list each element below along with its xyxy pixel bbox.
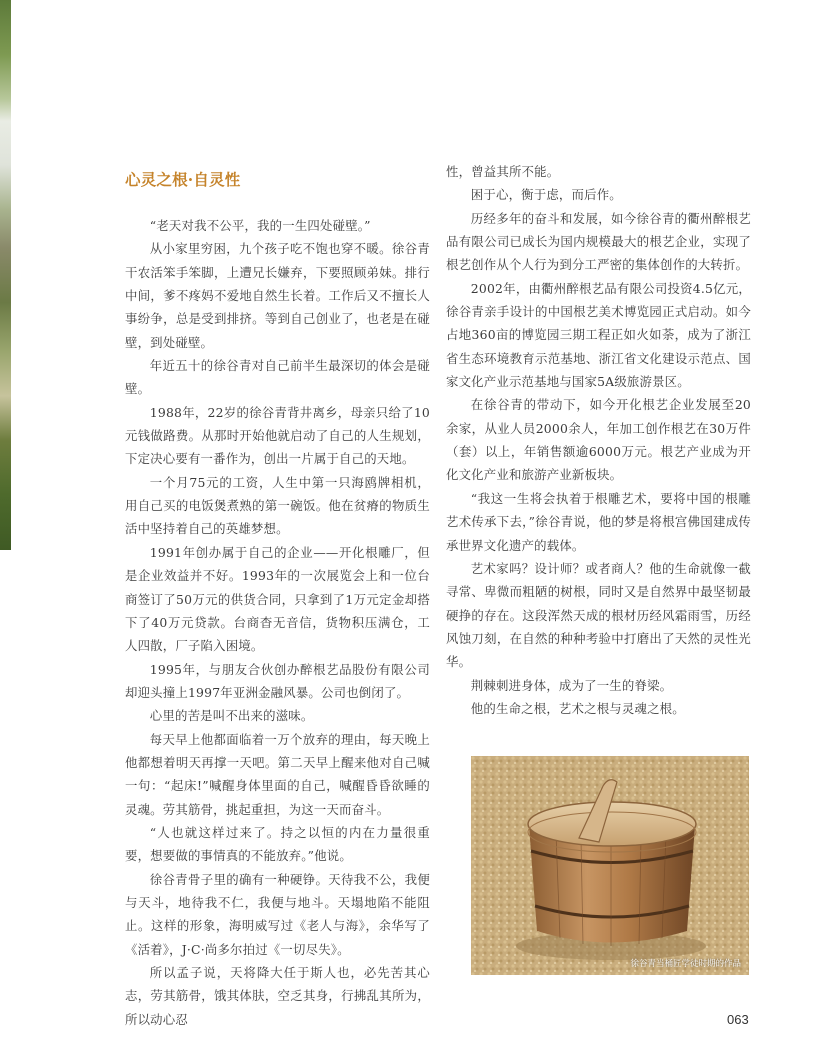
- right-column: [446, 160, 751, 720]
- paragraph: 一个月75元的工资，人生中第一只海鸥牌相机，用自己买的电饭煲煮熟的第一碗饭。他在贫瘠的物质生活中坚持着自己的英雄梦想。: [125, 474, 430, 537]
- paragraph: 从小家里穷困，九个孩子吃不饱也穿不暖。徐谷青干农活笨手笨脚，上遭兄长嫌弃，下要照顾弟妹。排行中间，爹不疼妈不爱地自然生长着。工作后又不擅长人事纷争，总是受到排挤。等到自己创业了，也老是在碰壁，到处碰壁。: [125, 241, 430, 350]
- paragraph: “老天对我不公平，我的一生四处碰壁。”: [149, 218, 371, 233]
- paragraph: 所以孟子说，天将降大任于斯人也，必先苦其心志，劳其筋骨，饿其体肤，空乏其身，行拂乱其所为，所以动心忍: [125, 965, 430, 1027]
- paragraph: 在徐谷青的带动下，如今开化根艺企业发展至20余家，从业人员2000余人，年加工创作根艺在30万件（套）以上，年销售额逾6000万元。根艺产业成为开化文化产业和旅游产业新板块。: [446, 397, 751, 483]
- paragraph: “人也就这样过来了。持之以恒的内在力量很重要，想要做的事情真的不能放弃。”他说。: [125, 824, 430, 864]
- paragraph: 2002年，由衢州醉根艺品有限公司投资4.5亿元，徐谷青亲手设计的中国根艺美术博览园正式启动。如今占地360亩的博览园三期工程正如火如荼，成为了浙江省生态环境教育示范基地、浙江省文化建设示范点、国家文化产业示范基地与国家5A级旅游景区。: [446, 280, 751, 390]
- paragraph: 心里的苦是叫不出来的滋味。: [149, 708, 314, 724]
- photo-caption: 徐谷青当桶匠学徒时期的作品: [630, 959, 741, 969]
- paragraph: 年近五十的徐谷青对自己前半生最深切的体会是碰壁。: [125, 358, 430, 397]
- paragraph: 性，曾益其所不能。: [446, 164, 560, 179]
- paragraph: 历经多年的奋斗和发展，如今徐谷青的衢州醉根艺品有限公司已成长为国内规模最大的根艺企业，实现了根艺创作从个人行为到分工严密的集体创作的大转折。: [446, 210, 751, 273]
- page-number: 063: [727, 1012, 749, 1027]
- wooden-bucket-illustration: [471, 756, 749, 975]
- wooden-bucket-photo: [471, 756, 749, 975]
- paragraph: 困于心，衡于虑，而后作。: [470, 187, 622, 203]
- left-column: [125, 160, 430, 1031]
- paragraph: 荆棘刺进身体，成为了一生的脊梁。: [470, 677, 673, 693]
- edge-landscape-photo: [0, 0, 11, 550]
- paragraph: 艺术家吗？设计师？或者商人？他的生命就像一截寻常、卑微而粗陋的树根，同时又是自然界中最坚韧最硬挣的存在。这段浑然天成的根材历经风霜雨雪，历经风蚀刀刻，在自然的种种考验中打磨出了天然的灵性光华。: [446, 560, 751, 670]
- section-heading: 心灵之根·自灵性: [125, 170, 241, 189]
- paragraph: 1995年，与朋友合伙创办醉根艺品股份有限公司却迎头撞上1997年亚洲金融风暴。公司也倒闭了。: [125, 661, 430, 700]
- paragraph: 1991年创办属于自己的企业——开化根雕厂，但是企业效益并不好。1993年的一次展览会上和一位台商签订了50万元的供货合同，只拿到了1万元定金却搭下了40万元贷款。台商杳无音信，货物积压满仓，工人四散，厂子陷入困境。: [125, 544, 430, 654]
- paragraph: 1988年，22岁的徐谷青背井离乡，母亲只给了10元钱做路费。从那时开始他就启动了自己的人生规划，下定决心要有一番作为，创出一片属于自己的天地。: [125, 404, 430, 467]
- paragraph: 徐谷青骨子里的确有一种硬铮。天待我不公，我便与天斗，地待我不仁，我便与地斗。天塌地陷不能阻止。这样的形象，海明威写过《老人与海》，余华写了《活着》，J·C·尚多尔拍过《一切尽失》。: [125, 871, 430, 957]
- paragraph: 他的生命之根，艺术之根与灵魂之根。: [470, 700, 685, 716]
- paragraph: 每天早上他都面临着一万个放弃的理由，每天晚上他都想着明天再撑一天吧。第二天早上醒来他对自己喊一句：“起床!”喊醒身体里面的自己，喊醒昏昏欲睡的灵魂。劳其筋骨，挑起重担，为这一天而奋斗。: [125, 731, 430, 817]
- paragraph: “我这一生将会执着于根雕艺术，要将中国的根雕艺术传承下去，”徐谷青说，他的梦是将根宫佛国建成传承世界文化遗产的载体。: [446, 490, 751, 553]
